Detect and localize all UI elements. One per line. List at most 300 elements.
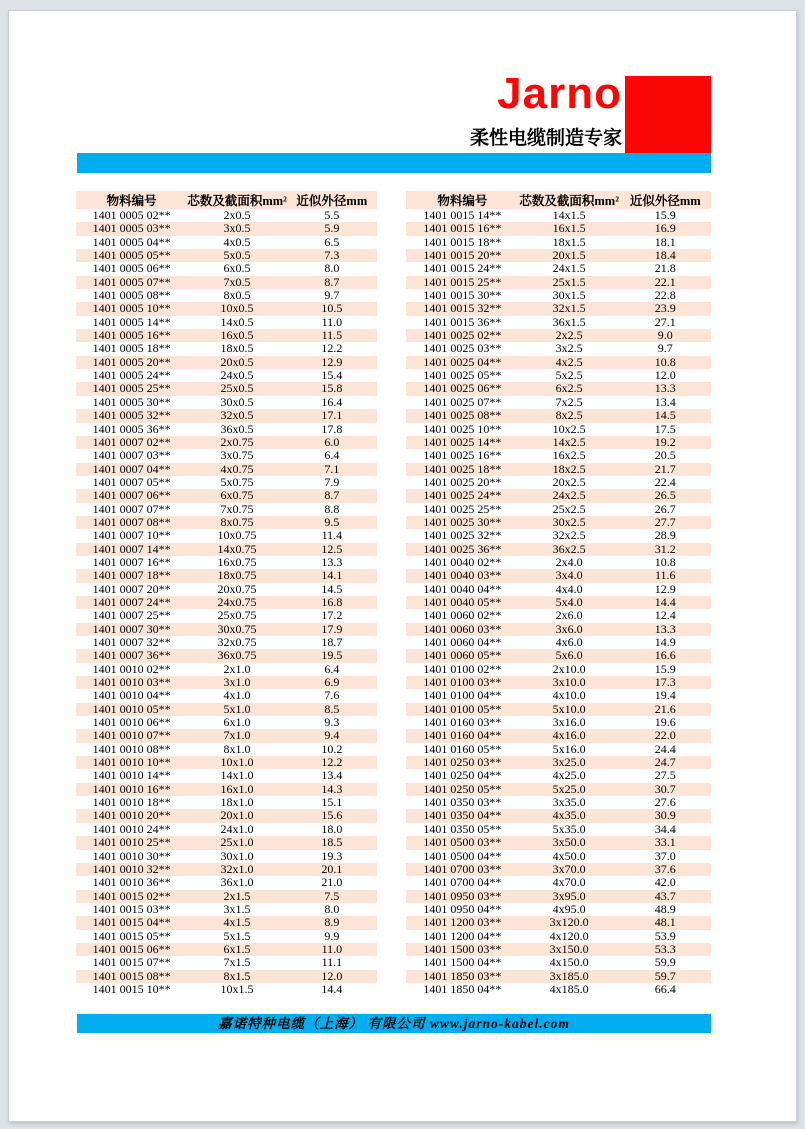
- table-cell: 1401 0250 05**: [406, 783, 519, 796]
- table-row: [76, 209, 377, 222]
- table-row: [76, 463, 377, 476]
- table-cell: 1401 0025 30**: [406, 516, 519, 529]
- table-cell: 1401 0015 14**: [423, 208, 502, 223]
- table-cell: 18.4: [619, 249, 711, 262]
- table-row: [406, 489, 711, 502]
- table-cell: 24x0.5: [220, 368, 254, 383]
- table-cell: 17.2: [321, 608, 343, 623]
- table-cell: 1401 0025 08**: [406, 409, 519, 422]
- table-cell: 16.8: [287, 596, 377, 609]
- table-row: [406, 850, 711, 863]
- brand-tagline: 柔性电缆制造专家: [470, 123, 622, 156]
- table-row: [76, 222, 377, 235]
- table-row: [76, 529, 377, 542]
- table-cell: 32x1.5: [519, 302, 620, 315]
- table-cell: 21.8: [654, 261, 676, 276]
- table-cell: 3x0.75: [220, 448, 254, 463]
- table-row: [76, 289, 377, 302]
- table-row: [76, 850, 377, 863]
- table-cell: 1401 0100 02**: [423, 661, 502, 676]
- table-row: [406, 863, 711, 876]
- table-cell: 1401 0015 32**: [406, 302, 519, 315]
- table-cell: 1401 0010 02**: [92, 661, 171, 676]
- table-cell: 1401 0040 03**: [406, 569, 519, 582]
- brand-block: [470, 71, 622, 156]
- table-cell: 4x6.0: [555, 635, 583, 650]
- table-cell: 1401 0025 32**: [423, 528, 502, 543]
- table-cell: 1401 0025 14**: [406, 436, 519, 449]
- table-row: [406, 543, 711, 556]
- table-cell: 1401 0005 08**: [92, 288, 171, 303]
- table-cell: 1401 0015 04**: [76, 916, 187, 929]
- table-cell: 6x0.5: [223, 261, 251, 276]
- table-cell: 16x1.5: [519, 222, 620, 235]
- table-cell: 48.1: [619, 916, 711, 929]
- table-cell: 8.0: [324, 901, 340, 916]
- table-cell: 22.8: [654, 288, 676, 303]
- table-cell: 16x2.5: [552, 448, 586, 463]
- table-row: [406, 369, 711, 382]
- table-cell: 14.1: [287, 569, 377, 582]
- table-cell: 14x1.5: [552, 208, 586, 223]
- table-cell: 4x70.0: [552, 875, 586, 890]
- table-row: [406, 503, 711, 516]
- table-cell: 1401 0005 10**: [76, 302, 187, 315]
- table-cell: 12.4: [654, 608, 676, 623]
- table-cell: 1401 0060 03**: [406, 623, 519, 636]
- table-cell: 1401 1850 04**: [423, 981, 502, 996]
- table-cell: 1401 1200 04**: [423, 928, 502, 943]
- table-cell: 9.9: [324, 928, 340, 943]
- table-cell: 4x35.0: [519, 809, 620, 822]
- table-row: [76, 956, 377, 969]
- table-row: [406, 209, 711, 222]
- table-cell: 18.7: [321, 635, 343, 650]
- table-row: [76, 449, 377, 462]
- table-cell: 9.7: [657, 341, 673, 356]
- table-row: [406, 783, 711, 796]
- table-cell: 5x1.5: [223, 928, 251, 943]
- table-row: [406, 636, 711, 649]
- table-cell: 1401 0010 08**: [92, 741, 171, 756]
- table-cell: 21.6: [619, 703, 711, 716]
- table-cell: 1401 0007 18**: [76, 569, 187, 582]
- table-row: [406, 689, 711, 702]
- table-cell: 16x1.0: [187, 783, 286, 796]
- table-cell: 10.2: [321, 741, 343, 756]
- table-cell: 32x2.5: [552, 528, 586, 543]
- table-cell: 14.9: [654, 635, 676, 650]
- table-cell: 1401 0005 25**: [76, 382, 187, 395]
- table-cell: 19.4: [654, 688, 676, 703]
- table-cell: 1401 0015 20**: [406, 249, 519, 262]
- table-cell: 10x1.5: [220, 981, 254, 996]
- table-cell: 7x1.5: [223, 955, 251, 970]
- table-cell: 14x0.75: [187, 543, 286, 556]
- column-header-material-no: 物料编号: [76, 191, 187, 209]
- table-cell: 8x1.5: [187, 970, 286, 983]
- table-cell: 1401 0025 07**: [423, 394, 502, 409]
- table-cell: 18x2.5: [519, 463, 620, 476]
- table-cell: 12.9: [287, 356, 377, 369]
- table-cell: 14x2.5: [519, 436, 620, 449]
- table-row: [406, 569, 711, 582]
- table-cell: 7x0.5: [187, 276, 286, 289]
- table-cell: 1401 0010 18**: [92, 795, 171, 810]
- table-cell: 16.4: [321, 394, 343, 409]
- table-row: [76, 556, 377, 569]
- table-cell: 25x2.5: [552, 501, 586, 516]
- table-cell: 1401 0007 14**: [76, 543, 187, 556]
- table-row: [406, 956, 711, 969]
- table-row: [406, 356, 711, 369]
- table-cell: 3x185.0: [519, 970, 620, 983]
- table-cell: 1401 1500 03**: [406, 943, 519, 956]
- table-cell: 2x6.0: [555, 608, 583, 623]
- table-cell: 15.1: [321, 795, 343, 810]
- table-cell: 14.5: [619, 409, 711, 422]
- table-cell: 1401 0010 32**: [76, 863, 187, 876]
- table-cell: 1401 0015 02**: [76, 890, 187, 903]
- table-cell: 1401 0060 02**: [423, 608, 502, 623]
- table-cell: 36x2.5: [519, 543, 620, 556]
- table-cell: 20x1.5: [519, 249, 620, 262]
- table-cell: 22.4: [654, 474, 676, 489]
- table-cell: 7.5: [287, 890, 377, 903]
- table-cell: 1401 0005 05**: [76, 249, 187, 262]
- table-cell: 10.8: [619, 356, 711, 369]
- table-cell: 1401 0007 07**: [92, 501, 171, 516]
- table-cell: 7.6: [324, 688, 340, 703]
- table-cell: 11.5: [287, 329, 377, 342]
- table-cell: 9.4: [287, 729, 377, 742]
- table-row: [406, 649, 711, 662]
- table-cell: 1401 0250 03**: [406, 756, 519, 769]
- table-row: [76, 916, 377, 929]
- table-cell: 20.5: [654, 448, 676, 463]
- table-cell: 8.0: [324, 261, 340, 276]
- table-cell: 16x0.5: [187, 329, 286, 342]
- table-row: [406, 342, 711, 355]
- table-cell: 2x4.0: [555, 554, 583, 569]
- table-row: [76, 262, 377, 275]
- table-cell: 18x0.5: [220, 341, 254, 356]
- table-cell: 4x150.0: [549, 955, 589, 970]
- table-cell: 11.1: [321, 955, 343, 970]
- table-cell: 1401 1850 03**: [406, 970, 519, 983]
- table-cell: 1401 0950 03**: [406, 890, 519, 903]
- table-cell: 4x10.0: [552, 688, 586, 703]
- table-cell: 15.8: [287, 382, 377, 395]
- table-cell: 1401 0025 02**: [406, 329, 519, 342]
- table-cell: 1401 0160 05**: [423, 741, 502, 756]
- table-cell: 11.4: [321, 528, 343, 543]
- footer-url[interactable]: www.jarno-kabel.com: [429, 1016, 570, 1031]
- table-cell: 18.1: [654, 234, 676, 249]
- table-cell: 1401 0350 04**: [406, 809, 519, 822]
- table-cell: 30x1.5: [552, 288, 586, 303]
- table-cell: 37.0: [654, 848, 676, 863]
- table-cell: 1401 0350 03**: [423, 795, 502, 810]
- table-cell: 18x1.5: [552, 234, 586, 249]
- table-row: [76, 689, 377, 702]
- table-row: [406, 729, 711, 742]
- table-header-row: [76, 191, 377, 209]
- table-cell: 32x0.75: [217, 635, 257, 650]
- table-cell: 1401 0010 36**: [92, 875, 171, 890]
- table-cell: 17.1: [287, 409, 377, 422]
- table-cell: 3x1.5: [223, 901, 251, 916]
- table-row: [76, 769, 377, 782]
- table-row: [406, 276, 711, 289]
- table-row: [406, 823, 711, 836]
- column-header-cores-section: 芯数及截面积mm²: [187, 191, 286, 209]
- table-cell: 1401 0025 10**: [423, 421, 502, 436]
- table-row: [76, 583, 377, 596]
- table-cell: 27.7: [619, 516, 711, 529]
- table-row: [406, 249, 711, 262]
- table-cell: 1401 0005 04**: [92, 234, 171, 249]
- table-row: [406, 809, 711, 822]
- table-cell: 1401 0015 36**: [423, 314, 502, 329]
- table-cell: 1401 0005 07**: [76, 276, 187, 289]
- table-row: [76, 476, 377, 489]
- table-cell: 6x1.5: [187, 943, 286, 956]
- table-cell: 21.0: [321, 875, 343, 890]
- table-cell: 36x1.0: [220, 875, 254, 890]
- table-cell: 1401 0010 05**: [76, 703, 187, 716]
- table-cell: 1401 0160 03**: [423, 715, 502, 730]
- table-cell: 1401 0007 02**: [76, 436, 187, 449]
- table-cell: 26.7: [654, 501, 676, 516]
- table-cell: 1401 0015 03**: [92, 901, 171, 916]
- table-cell: 5x35.0: [552, 821, 586, 836]
- table-cell: 3x4.0: [519, 569, 620, 582]
- table-cell: 6.5: [324, 234, 340, 249]
- table-cell: 1401 0015 08**: [76, 970, 187, 983]
- table-cell: 25x0.5: [187, 382, 286, 395]
- table-cell: 1401 0040 02**: [423, 554, 502, 569]
- table-cell: 19.5: [287, 649, 377, 662]
- table-cell: 1401 0007 06**: [76, 489, 187, 502]
- table-cell: 13.4: [321, 768, 343, 783]
- table-cell: 1401 0500 03**: [406, 836, 519, 849]
- column-header-outer-diameter: 近似外径mm: [619, 191, 711, 209]
- table-cell: 12.2: [287, 756, 377, 769]
- brand-red-square: [625, 76, 711, 153]
- page: [8, 10, 797, 1122]
- table-row: [406, 943, 711, 956]
- table-cell: 22.1: [619, 276, 711, 289]
- table-row: [406, 756, 711, 769]
- table-row: [76, 649, 377, 662]
- table-cell: 4x4.0: [555, 581, 583, 596]
- table-cell: 4x120.0: [549, 928, 589, 943]
- table-cell: 13.3: [321, 554, 343, 569]
- table-cell: 24.7: [619, 756, 711, 769]
- footer-bar: [77, 1014, 711, 1033]
- table-cell: 17.8: [321, 421, 343, 436]
- table-cell: 12.0: [287, 970, 377, 983]
- table-cell: 1401 0007 20**: [92, 581, 171, 596]
- table-cell: 3x70.0: [519, 863, 620, 876]
- table-cell: 19.3: [321, 848, 343, 863]
- table-cell: 1401 0007 36**: [76, 649, 187, 662]
- table-cell: 1401 0005 02**: [92, 208, 171, 223]
- table-row: [406, 463, 711, 476]
- table-row: [76, 503, 377, 516]
- table-row: [406, 903, 711, 916]
- table-cell: 20x2.5: [552, 474, 586, 489]
- table-cell: 1401 0015 30**: [423, 288, 502, 303]
- table-cell: 1401 0015 16**: [406, 222, 519, 235]
- table-cell: 34.4: [654, 821, 676, 836]
- table-cell: 3x1.0: [187, 676, 286, 689]
- table-row: [76, 983, 377, 996]
- table-cell: 1401 0010 03**: [76, 676, 187, 689]
- table-cell: 30.7: [619, 783, 711, 796]
- table-cell: 59.9: [654, 955, 676, 970]
- table-row: [76, 342, 377, 355]
- table-row: [406, 449, 711, 462]
- table-row: [76, 396, 377, 409]
- table-cell: 6.0: [287, 436, 377, 449]
- table-cell: 1401 0005 32**: [76, 409, 187, 422]
- table-row: [406, 663, 711, 676]
- table-row: [406, 890, 711, 903]
- column-header-material-no: 物料编号: [406, 191, 519, 209]
- table-cell: 8.7: [287, 276, 377, 289]
- table-cell: 1401 0015 25**: [406, 276, 519, 289]
- table-cell: 4x16.0: [519, 729, 620, 742]
- table-row: [406, 222, 711, 235]
- table-cell: 4x95.0: [552, 901, 586, 916]
- table-cell: 7x2.5: [555, 394, 583, 409]
- table-cell: 1401 0025 03**: [423, 341, 502, 356]
- table-cell: 20x1.0: [187, 809, 286, 822]
- table-cell: 2x2.5: [519, 329, 620, 342]
- table-cell: 5x6.0: [519, 649, 620, 662]
- table-cell: 1401 1200 03**: [406, 916, 519, 929]
- table-cell: 30x0.75: [187, 623, 286, 636]
- table-row: [406, 970, 711, 983]
- table-row: [76, 970, 377, 983]
- table-cell: 18x1.0: [220, 795, 254, 810]
- table-cell: 7.3: [287, 249, 377, 262]
- table-row: [406, 423, 711, 436]
- table-cell: 1401 0100 04**: [423, 688, 502, 703]
- table-cell: 6x2.5: [519, 382, 620, 395]
- table-cell: 1401 0700 04**: [423, 875, 502, 890]
- table-cell: 17.3: [619, 676, 711, 689]
- table-cell: 53.9: [654, 928, 676, 943]
- table-cell: 20x0.75: [217, 581, 257, 596]
- table-cell: 4x25.0: [552, 768, 586, 783]
- table-row: [406, 262, 711, 275]
- table-cell: 3x95.0: [519, 890, 620, 903]
- table-cell: 12.0: [654, 368, 676, 383]
- table-row: [406, 769, 711, 782]
- table-cell: 10x1.0: [187, 756, 286, 769]
- table-cell: 2x1.0: [223, 661, 251, 676]
- table-cell: 4x2.5: [519, 356, 620, 369]
- table-cell: 10x0.5: [187, 302, 286, 315]
- table-cell: 1401 0025 06**: [406, 382, 519, 395]
- table-cell: 1401 0025 36**: [406, 543, 519, 556]
- table-row: [76, 903, 377, 916]
- table-row: [76, 636, 377, 649]
- table-cell: 59.7: [619, 970, 711, 983]
- table-cell: 2x0.5: [223, 208, 251, 223]
- table-cell: 10x0.75: [217, 528, 257, 543]
- table-cell: 23.9: [619, 302, 711, 315]
- table-row: [406, 609, 711, 622]
- table-cell: 25x0.75: [217, 608, 257, 623]
- table-row: [76, 663, 377, 676]
- brand-logo: Jarno: [497, 69, 622, 118]
- table-row: [406, 529, 711, 542]
- table-cell: 1401 0025 18**: [406, 463, 519, 476]
- table-row: [76, 809, 377, 822]
- table-cell: 8.9: [287, 916, 377, 929]
- table-row: [76, 676, 377, 689]
- table-cell: 4x0.75: [187, 463, 286, 476]
- table-cell: 30.9: [619, 809, 711, 822]
- table-cell: 15.9: [654, 661, 676, 676]
- table-cell: 18.5: [287, 836, 377, 849]
- table-cell: 1401 0005 06**: [92, 261, 171, 276]
- table-cell: 18x0.75: [187, 569, 286, 582]
- table-row: [76, 569, 377, 582]
- table-row: [406, 676, 711, 689]
- top-divider-bar: [77, 153, 711, 173]
- table-row: [406, 316, 711, 329]
- table-cell: 16.9: [619, 222, 711, 235]
- table-cell: 37.6: [619, 863, 711, 876]
- table-cell: 1401 0015 05**: [92, 928, 171, 943]
- table-cell: 5x0.5: [187, 249, 286, 262]
- table-cell: 1401 0040 05**: [406, 596, 519, 609]
- table-cell: 1401 0010 04**: [92, 688, 171, 703]
- table-row: [76, 876, 377, 889]
- table-cell: 4x1.5: [187, 916, 286, 929]
- table-cell: 20.1: [287, 863, 377, 876]
- table-cell: 14.4: [619, 596, 711, 609]
- table-row: [76, 796, 377, 809]
- table-cell: 14.4: [321, 981, 343, 996]
- table-row: [406, 302, 711, 315]
- table-cell: 4x1.0: [223, 688, 251, 703]
- table-cell: 24x1.0: [220, 821, 254, 836]
- table-cell: 1401 0015 18**: [423, 234, 502, 249]
- column-header-cores-section: 芯数及截面积mm²: [519, 191, 620, 209]
- table-row: [406, 983, 711, 996]
- table-row: [76, 543, 377, 556]
- table-cell: 6.9: [287, 676, 377, 689]
- table-row: [76, 489, 377, 502]
- table-row: [76, 943, 377, 956]
- table-cell: 5x25.0: [519, 783, 620, 796]
- table-cell: 1401 0010 06**: [92, 715, 171, 730]
- table-cell: 26.5: [619, 489, 711, 502]
- table-cell: 1401 0007 04**: [76, 463, 187, 476]
- table-cell: 18.0: [321, 821, 343, 836]
- table-cell: 1401 0160 04**: [406, 729, 519, 742]
- table-row: [76, 756, 377, 769]
- table-cell: 1401 0010 20**: [76, 809, 187, 822]
- table-row: [406, 916, 711, 929]
- table-cell: 5x0.75: [220, 474, 254, 489]
